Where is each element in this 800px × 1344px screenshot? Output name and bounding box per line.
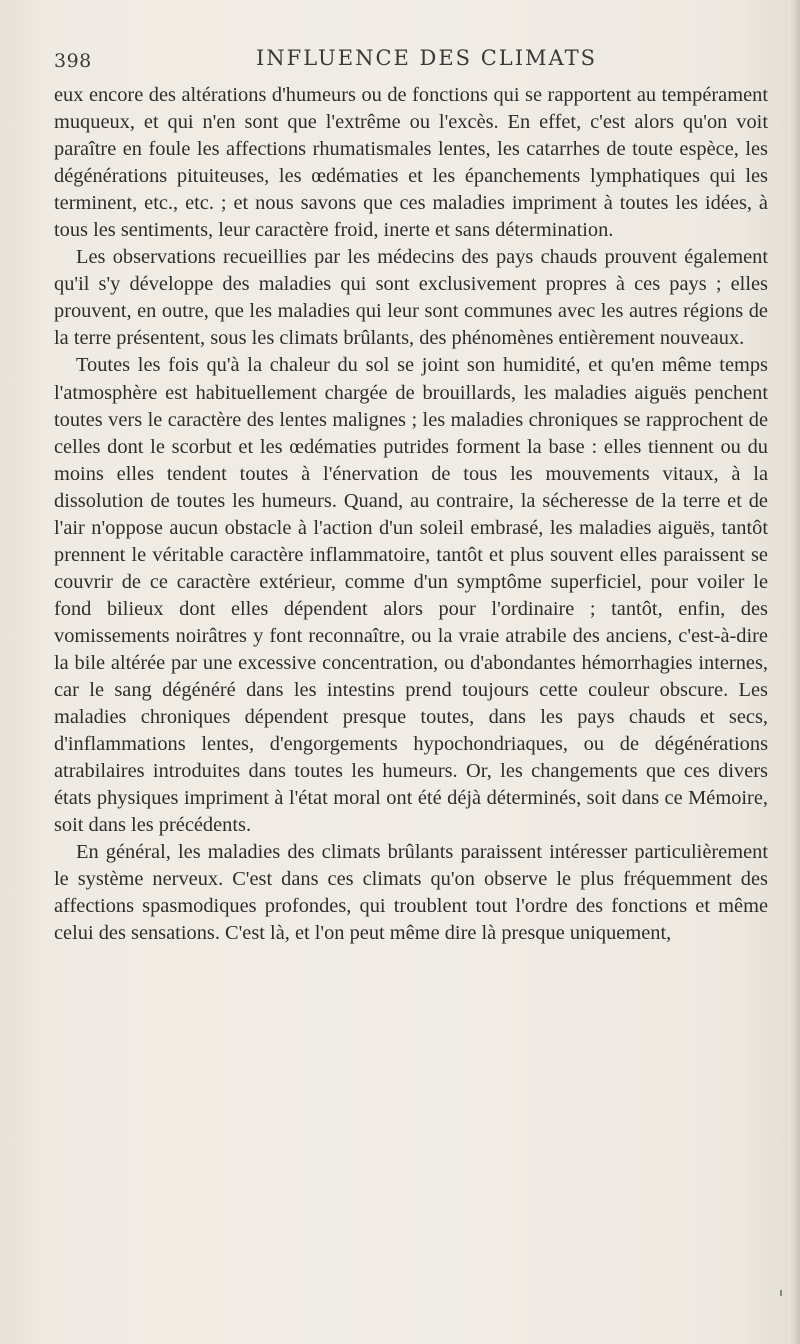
body-text bbox=[54, 82, 768, 948]
paragraph-1: eux encore des altérations d'humeurs ou de fonctions qui se rapportent au tempérament muqueux, et qui n'en sont que l'extrême ou l'excès. En effet, c'est alors qu'on voit paraître en foule les affections rhumatismales lentes, les catarrhes de toute espèce, les dégénérations pituiteuses, les œdématies et les épanchements lymphatiques qui les terminent, etc., etc. ; et nous savons que ces maladies impriment à toutes les idées, à tous les sentiments, leur caractère froid, inerte et sans détermination. bbox=[54, 84, 768, 242]
page-number: 398 bbox=[54, 50, 92, 72]
page-edge bbox=[788, 0, 800, 1344]
running-head bbox=[50, 44, 770, 84]
paragraph-2: Les observations recueillies par les médecins des pays chauds prouvent également qu'il s'y développe des maladies qui sont exclusivement propres à ces pays ; elles prouvent, en outre, que les maladies qui leur sont communes avec les autres régions de la terre présentent, sous les climats brûlants, des phénomènes entièrement nouveaux. bbox=[54, 246, 768, 350]
paragraph-3: Toutes les fois qu'à la chaleur du sol se joint son humidité, et qu'en même temps l'atmosphère est habituellement chargée de brouillards, les maladies aiguës penchent toutes vers le caractère des lentes malignes ; les maladies chroniques se rapprochent de celles dont le scorbut et les œdématies putrides forment la base : elles tiennent ou du moins elles tendent toutes à l'énervation de tous les mouvements vitaux, à la dissolution de toutes les humeurs. Quand, au contraire, la sécheresse de la terre et de l'air n'oppose aucun obstacle à l'action d'un soleil embrasé, les maladies aiguës, tantôt prennent le véritable caractère inflammatoire, tantôt et plus souvent elles paraissent se couvrir de ce caractère extérieur, comme d'un symptôme superficiel, pour voiler le fond bilieux dont elles dépendent alors pour l'ordinaire ; tantôt, enfin, des vomissements noirâtres y font reconnaître, ou la vraie atrabile des anciens, c'est-à-dire la bile altérée par une excessive concentration, ou d'abondantes hémorrhagies internes, car le sang dégénéré dans les intestins prend toujours cette couleur obscure. Les maladies chroniques dépendent presque toutes, dans les pays chauds et secs, d'inflammations lentes, d'engorgements hypochondriaques, ou de dégénérations atrabilaires introduites dans toutes les humeurs. Or, les changements que ces divers états physiques impriment à l'état moral ont été déjà déterminés, soit dans ce Mémoire, soit dans les précédents. bbox=[54, 354, 768, 837]
page-speck bbox=[780, 1290, 782, 1296]
paragraph-4: En général, les maladies des climats brûlants paraissent intéresser particulièrement le système nerveux. C'est dans ces climats qu'on observe le plus fréquemment des affections spasmodiques profondes, qui troublent tout l'ordre des fonctions et même celui des sensations. C'est là, et l'on peut même dire là presque uniquement, bbox=[54, 841, 768, 945]
running-title: INFLUENCE DES CLIMATS bbox=[256, 46, 597, 70]
